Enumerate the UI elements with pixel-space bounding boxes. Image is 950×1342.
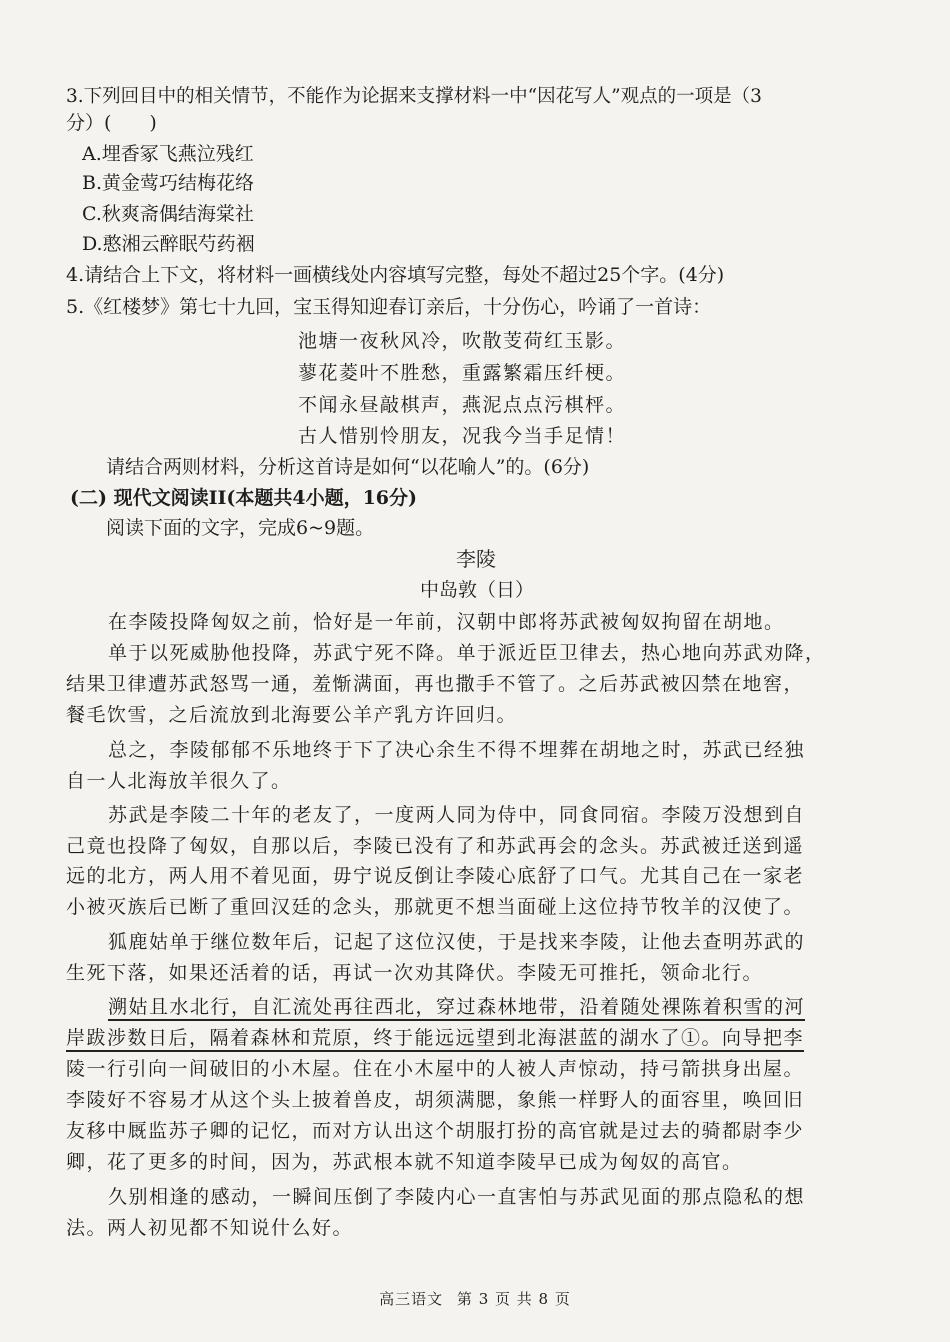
- q3-option-b: B.黄金莺巧结梅花络: [82, 172, 255, 194]
- passage-line: 在李陵投降匈奴之前，恰好是一年前，汉朝中郎将苏武被匈奴拘留在胡地。: [108, 611, 785, 633]
- q4-stem: 4.请结合上下文，将材料一画横线处内容填写完整，每处不超过25个字。(4分): [66, 264, 725, 286]
- passage-line: 己竟也投降了匈奴，自那以后，李陵已没有了和苏武再会的念头。苏武被迁送到遥: [66, 835, 805, 857]
- passage-line: 陵一行引向一间破旧的小木屋。住在小木屋中的人被人声惊动，持弓箭拱身出屋。: [66, 1058, 805, 1080]
- passage-line: 远的北方，两人用不着见面，毋宁说反倒让李陵心底舒了口气。尤其自己在一家老: [66, 865, 805, 887]
- passage-author: 中岛敦（日）: [420, 579, 535, 601]
- section-instruction: 阅读下面的文字，完成6~9题。: [106, 517, 375, 539]
- passage-line: 总之，李陵郁郁不乐地终于下了决心余生不得不埋葬在胡地之时，苏武已经独: [108, 739, 806, 761]
- footer-page-number: 第 3 页 共 8 页: [456, 1290, 571, 1308]
- passage-line: 生死下落，如果还活着的话，再试一次劝其降伏。李陵无可推托，领命北行。: [66, 962, 764, 984]
- passage-line: 法。两人初见都不知说什么好。: [66, 1217, 354, 1239]
- passage-title: 李陵: [456, 547, 496, 571]
- passage-line: 友移中厩监苏子卿的记忆，而对方认出这个胡服打扮的高官就是过去的骑都尉李少: [66, 1120, 805, 1142]
- q3-stem-line1: 3.下列回目中的相关情节，不能作为论据来支撑材料一中“因花写人”观点的一项是（3: [66, 86, 762, 107]
- underlined-text: 岸跋涉数日后，隔着森林和荒原，终于能远远望到北海湛蓝的湖水了①。向导把李: [66, 1027, 804, 1052]
- footer-subject: 高三语文: [379, 1290, 444, 1308]
- passage-line: 小被灭族后已断了重回汉廷的念头，那就更不想当面碰上这位持节牧羊的汉使了。: [66, 896, 805, 918]
- passage-line: 结果卫律遭苏武怒骂一通，羞惭满面，再也撒手不管了。之后苏武被囚禁在地窖，: [66, 673, 805, 695]
- poem-line-2: 蓼花菱叶不胜愁，重露繁霜压纤梗。: [298, 362, 627, 384]
- section-heading: (二) 现代文阅读II(本题共4小题，16分): [70, 487, 418, 509]
- passage-line: 单于以死威胁他投降，苏武宁死不降。单于派近臣卫律去，热心地向苏武劝降，: [108, 642, 826, 664]
- poem-line-3: 不闻永昼敲棋声，燕泥点点污棋枰。: [298, 394, 627, 416]
- q5-intro: 5.《红楼梦》第七十九回，宝玉得知迎春订亲后，十分伤心，吟诵了一首诗：: [66, 296, 712, 318]
- q3-option-a: A.埋香冢飞燕泣残红: [82, 143, 254, 165]
- q3-option-c: C.秋爽斋偶结海棠社: [82, 203, 254, 225]
- passage-line: 自一人北海放羊很久了。: [66, 770, 292, 792]
- q5-task: 请结合两则材料，分析这首诗是如何“以花喻人”的。(6分): [106, 456, 590, 478]
- passage-line: 餐毛饮雪，之后流放到北海要公羊产乳方许回归。: [66, 704, 518, 726]
- q3-stem-line2: 分）( ): [66, 112, 157, 134]
- passage-line: 李陵好不容易才从这个头上披着兽皮，胡须满腮，象熊一样野人的面容里，唤回旧: [66, 1089, 805, 1111]
- q3-option-d: D.憨湘云醉眠芍药裀: [82, 233, 255, 255]
- underlined-text: 溯姑且水北行，自汇流处再往西北，穿过森林地带，沿着随处裸陈着积雪的河: [108, 996, 805, 1021]
- passage-line: 久别相逢的感动，一瞬间压倒了李陵内心一直害怕与苏武见面的那点隐私的想: [108, 1186, 806, 1208]
- poem-line-4: 古人惜别怜朋友，况我今当手足情！: [298, 425, 627, 447]
- page-footer: [0, 1288, 950, 1309]
- passage-line: 卿，花了更多的时间，因为，苏武根本就不知道李陵早已成为匈奴的高官。: [66, 1151, 743, 1173]
- passage-underlined-line-1: [108, 994, 805, 1020]
- passage-line: 狐鹿姑单于继位数年后，记起了这位汉使，于是找来李陵，让他去查明苏武的: [108, 931, 806, 953]
- passage-line: 苏武是李陵二十年的老友了，一度两人同为侍中，同食同宿。李陵万没想到自: [108, 804, 806, 826]
- poem-line-1: 池塘一夜秋风冷，吹散芰荷红玉影。: [298, 330, 627, 352]
- passage-underlined-line-2: [66, 1025, 804, 1051]
